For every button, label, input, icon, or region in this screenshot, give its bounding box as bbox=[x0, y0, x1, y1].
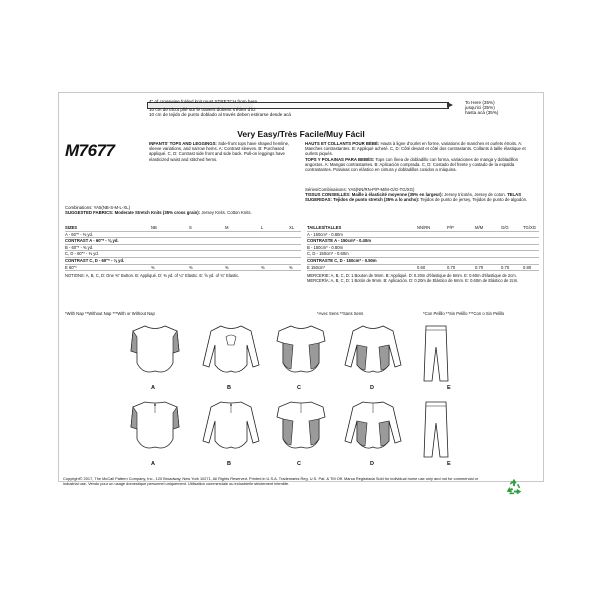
table-row bbox=[307, 245, 539, 252]
fabrics-fr-body: Jersey tricotés, Jersey de coton. bbox=[444, 192, 506, 198]
to-here-en: To Here (35%) bbox=[465, 100, 495, 105]
view-label-c-back: C bbox=[297, 461, 301, 467]
description-es-title: TOPS Y POLAINAS PARA BEBÉS: bbox=[305, 157, 375, 162]
view-b-front-drawing bbox=[201, 323, 261, 381]
arrow-right-icon bbox=[447, 102, 453, 108]
yardage-cell: ⅜ bbox=[289, 264, 293, 270]
metric-header: NN/RN bbox=[417, 225, 431, 230]
metric-header: G/G bbox=[501, 225, 509, 230]
view-label-d-back: D bbox=[370, 461, 374, 467]
fabrics-es-label: TELAS SUGERIDAS: Tejidos de punto stretch (35% a lo ancho): bbox=[305, 192, 522, 203]
metric-cell: 0.60 bbox=[417, 264, 426, 270]
table-row bbox=[307, 238, 539, 245]
table-row bbox=[65, 245, 301, 252]
metric-cell: 0.70 bbox=[447, 264, 456, 270]
yardage-header: SIZES bbox=[65, 225, 78, 230]
yardage-cell: B - 60"* - ⅜ yd. bbox=[65, 244, 94, 250]
yardage-header: XL bbox=[289, 225, 295, 230]
combinations-en bbox=[65, 205, 305, 215]
table-row bbox=[307, 265, 539, 272]
pattern-envelope-back bbox=[58, 92, 544, 486]
description-fr-title: HAUTS ET COLLANTS POUR BÉBÉ: bbox=[305, 141, 380, 146]
yardage-cell: CONTRAST A - 60"* - ⅜ yd. bbox=[65, 238, 119, 244]
metric-cell: 0.80 bbox=[523, 264, 532, 270]
table-row bbox=[65, 232, 301, 239]
notions-es: MERCERÍA: A, B, C, D: 1 Botón de 9mm. B: Aplicación. D: 0.20m de Elástico de 6mm. E: 0.60m de Elástico de 2cm. bbox=[307, 278, 519, 284]
stretch-gauge-label-en: 4" of crosswise folded knit must STRETCH from here bbox=[149, 99, 258, 104]
yardage-cell: C, D - 60"* - ⅜ yd. bbox=[65, 251, 99, 257]
copyright-notice: Copyright© 2017, The McCall Pattern Company, Inc., 120 Broadway, New York 10271, All Rights Reserved. Printed in U.S.A. Trademarks Reg. U.S. Pat. & TM Off. Marca Registrada Sold for individual home use only and not for commercial or industrial use. Vendu pour un usage domestique personnel uniquement. Utilisation commerciale ou industrielle strictement interdite. bbox=[63, 476, 479, 486]
technical-drawings bbox=[129, 323, 509, 469]
nap-note-en: *With Nap **Without Nap ***With or Without Nap bbox=[65, 311, 155, 316]
stretch-gauge-label-fr: 10 cm de tricot plié sur le travers doivent s'étirer d'ici bbox=[149, 107, 256, 112]
notions-fr: MERCERIE: A, B, C, D: 1 Bouton de 9mm. B: Appliqué. D: 0.20m d'élastique de 6mm. E: 0.60m d'élastique de 2cm. bbox=[307, 273, 517, 279]
combinations-fr-line: Séries/Combinaisons: YA5(NN/RN-P/P-M/M-G/G-TG/XG) bbox=[305, 187, 415, 192]
yardage-cell: ⅜ bbox=[261, 264, 265, 270]
yardage-cell: A - 60"* - ⅜ yd. bbox=[65, 231, 94, 237]
yardage-cell: CONTRAST C, D - 60"* - ⅛ yd. bbox=[65, 257, 125, 263]
yardage-cell: ⅜ bbox=[151, 264, 155, 270]
view-label-c: C bbox=[297, 385, 301, 391]
table-row bbox=[65, 258, 301, 265]
description-en bbox=[149, 141, 299, 162]
view-e-back-drawing bbox=[421, 399, 451, 461]
view-b-back-drawing bbox=[201, 399, 261, 457]
metric-cell: A - 150cm* - 0.80m bbox=[307, 231, 343, 237]
yardage-header-row bbox=[65, 225, 301, 232]
view-label-b-back: B bbox=[227, 461, 231, 467]
view-c-back-drawing bbox=[275, 399, 327, 457]
table-row bbox=[307, 251, 539, 258]
description-fr-body: Hauts à ligne d'ourlet en forme, variations de manches et ourlets étroits. A: Manches contrastantes. B: Appliqué acheté. C, D: Côté devant et côté dos contrastants. Collants à taille élastique et ourlets piqués. bbox=[305, 141, 526, 157]
stretch-gauge-label-es: 10 cm de tejido de punto doblado al través deben estirarse desde acá bbox=[149, 112, 291, 117]
view-label-e-back: E bbox=[447, 461, 451, 467]
view-c-front-drawing bbox=[275, 323, 327, 381]
metric-cell: CONTRASTE A - 150cm* - 0.40m bbox=[307, 238, 371, 244]
metric-cell: 0.70 bbox=[501, 264, 510, 270]
notions-en: NOTIONS: A, B, C, D: One ⅜" Button. B: Appliqué. D: ⅜ yd. of ¼" Elastic. E: ⅝ yd. of ¾" Elastic. bbox=[65, 273, 240, 279]
table-row bbox=[65, 265, 301, 272]
description-es bbox=[305, 157, 537, 173]
metric-cell: C, D - 150cm* - 0.60m bbox=[307, 251, 349, 257]
metric-header: M/M bbox=[475, 225, 484, 230]
metric-table bbox=[307, 225, 539, 283]
metric-header-row bbox=[307, 225, 539, 232]
stretch-gauge bbox=[147, 99, 539, 123]
metric-header: TAILLES/TALLES bbox=[307, 225, 342, 230]
view-label-e: E bbox=[447, 385, 451, 391]
view-label-a: A bbox=[151, 385, 155, 391]
metric-header: P/P bbox=[447, 225, 454, 230]
recycle-icon bbox=[503, 476, 525, 498]
metric-cell: 0.70 bbox=[475, 264, 484, 270]
view-d-front-drawing bbox=[343, 323, 403, 381]
combinations-en-line: Combinations: YA5(NB-S-M-L-XL) bbox=[65, 205, 131, 210]
description-fr bbox=[305, 141, 537, 157]
nap-note-fr: *Avec Sens **Sans Sens bbox=[317, 311, 364, 316]
combinations-fr bbox=[305, 187, 537, 203]
metric-cell: CONTRASTE C, D - 150cm* - 0.50m bbox=[307, 257, 377, 263]
to-here-fr: jusqu'ici (35%) bbox=[465, 105, 495, 110]
description-es-body: Tops con línea de dobladillo con forma, variaciones de manga y dobladillos angostos. A: Mangas contrastantes. B: Aplicación comprada. C, D: Costado del frente y costado de la espalda contrastantes. Polainas con elástico en cintura y dobladillos cosidos a máquina. bbox=[305, 157, 518, 173]
fabrics-en-label: SUGGESTED FABRICS: Moderate Stretch Knits (35% cross grain): bbox=[65, 210, 201, 216]
yardage-header: S bbox=[189, 225, 192, 230]
table-row bbox=[65, 251, 301, 258]
yardage-cell: ⅜ bbox=[189, 264, 193, 270]
description-en-title: INFANTS' TOPS AND LEGGINGS: bbox=[149, 141, 217, 146]
view-e-front-drawing bbox=[421, 323, 451, 385]
view-label-a-back: A bbox=[151, 461, 155, 467]
yardage-header: NB bbox=[151, 225, 157, 230]
view-a-back-drawing bbox=[129, 399, 181, 457]
view-d-back-drawing bbox=[343, 399, 403, 457]
table-row bbox=[307, 258, 539, 265]
fabrics-es-body: Tejidos de punto de jersey, Tejidos de punto de algodón. bbox=[420, 197, 528, 203]
yardage-header: L bbox=[261, 225, 264, 230]
description-en-body: Side-front tops have shaped hemline, sleeve variations, and narrow hems. A: Contrast sleeves. B: Purchased appliqué. C, D: Contrast side front and side back. Pull-on leggings have elasticized waist and stitched hems. bbox=[149, 141, 290, 162]
pattern-number: M7677 bbox=[65, 141, 115, 160]
table-row bbox=[65, 238, 301, 245]
metric-cell: B - 150cm* - 0.80m bbox=[307, 244, 344, 250]
view-label-d: D bbox=[370, 385, 374, 391]
view-label-b: B bbox=[227, 385, 231, 391]
yardage-cell: E 60"* bbox=[65, 264, 77, 270]
yardage-cell: ⅜ bbox=[225, 264, 229, 270]
fabrics-en-body: Jersey Knits. Cotton Knits. bbox=[201, 210, 252, 216]
metric-header: TG/XG bbox=[523, 225, 537, 230]
metric-cell: E 150cm* bbox=[307, 264, 326, 270]
to-here-es: hasta acá (35%) bbox=[465, 110, 499, 115]
yardage-header: M bbox=[225, 225, 229, 230]
difficulty-title: Very Easy/Très Facile/Muy Fácil bbox=[237, 129, 365, 139]
table-row bbox=[307, 232, 539, 239]
nap-note-es: *Con Pelillo **Sin Pelillo ***Con o Sin Pelillo bbox=[423, 311, 505, 316]
fabrics-fr-label: TISSUS CONSEILLÉS: Maille à élasticité moyenne (35% en largeur): bbox=[305, 192, 444, 198]
view-a-front-drawing bbox=[129, 323, 181, 381]
yardage-table bbox=[65, 225, 301, 278]
